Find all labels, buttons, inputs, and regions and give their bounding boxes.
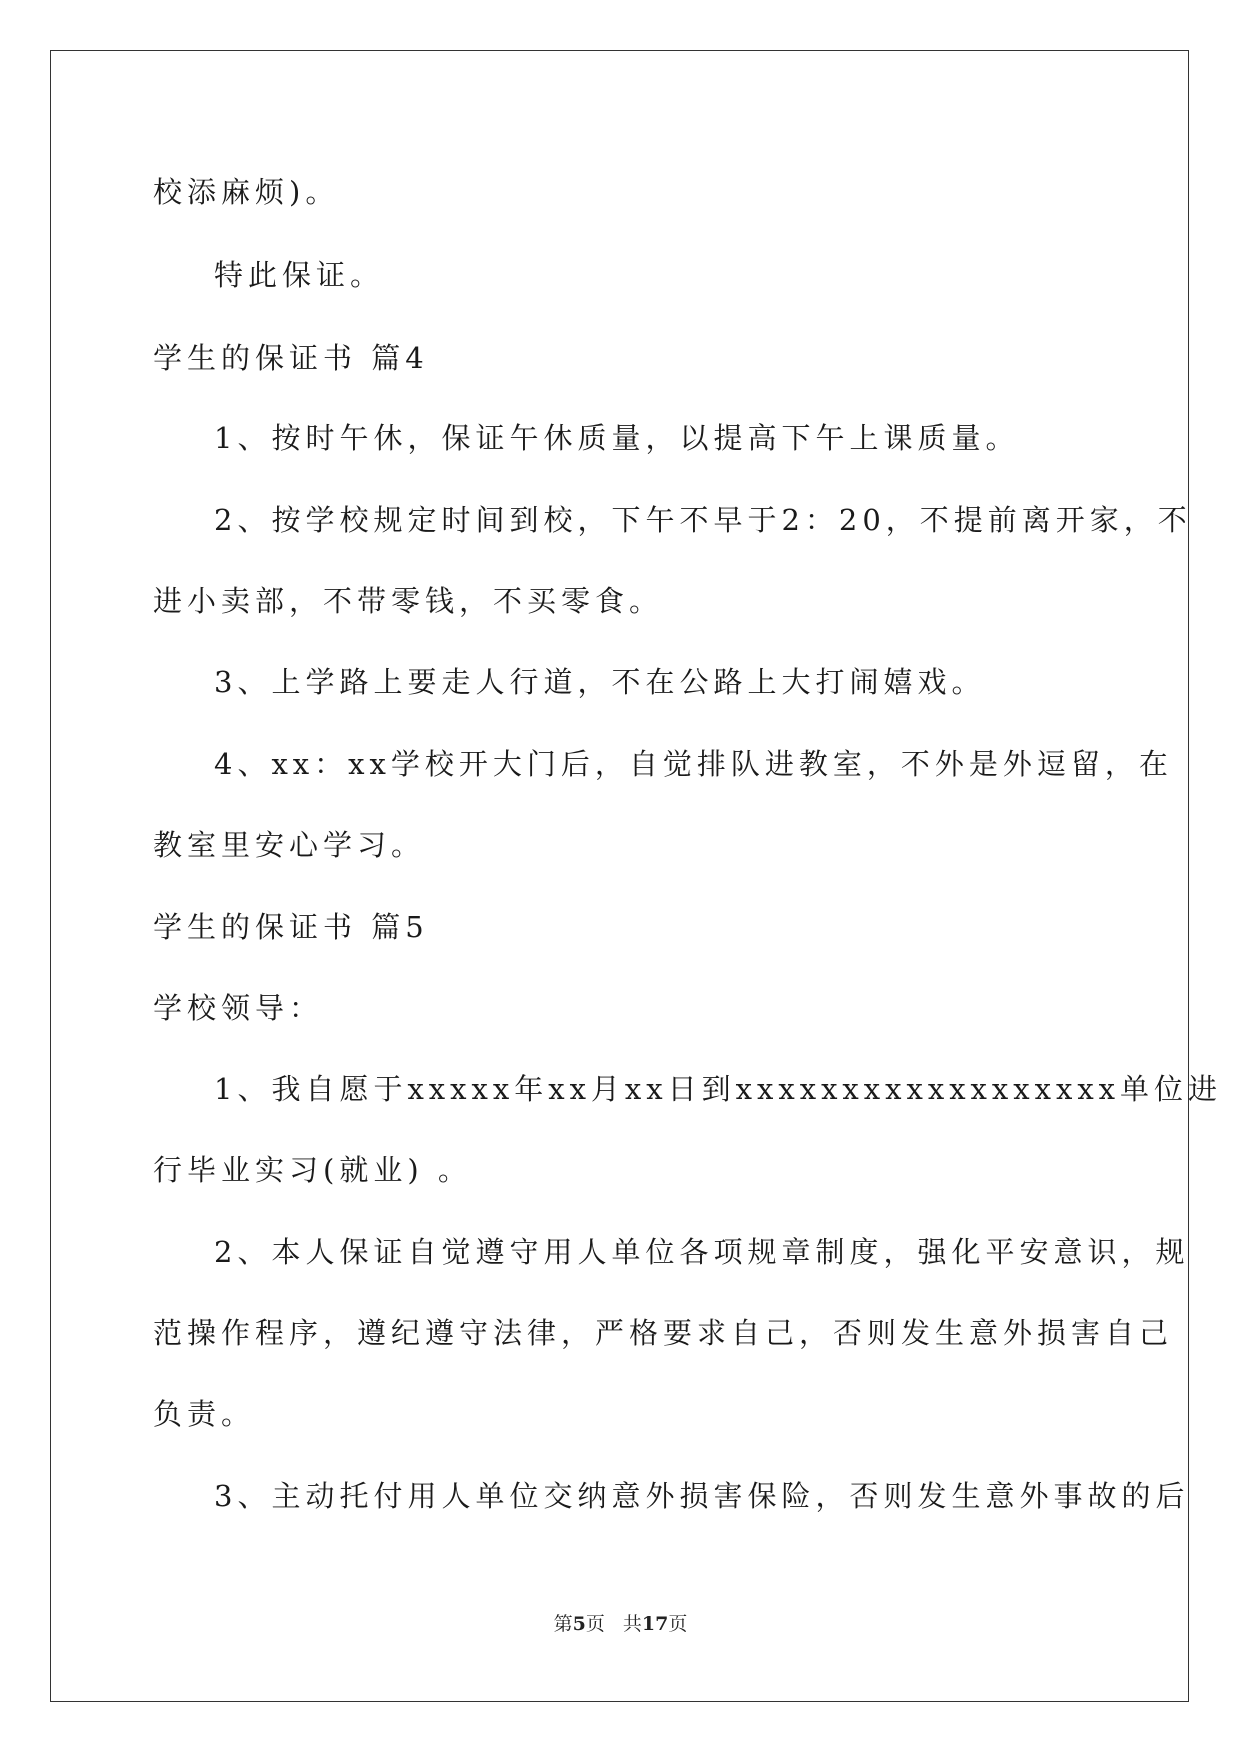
paragraph-line: 3、主动托付用人单位交纳意外损害保险，否则发生意外事故的后: [214, 1479, 1190, 1513]
page-footer: [0, 1612, 1241, 1636]
paragraph-line: 校添麻烦)。: [153, 175, 340, 209]
section-heading: 学生的保证书 篇5: [153, 910, 429, 944]
footer-total-prefix: 共: [622, 1613, 642, 1635]
paragraph-line: 1、我自愿于xxxxx年xx月xx日到xxxxxxxxxxxxxxxxxx单位进: [214, 1072, 1223, 1106]
paragraph-line: 范操作程序，遵纪遵守法律，严格要求自己，否则发生意外损害自己: [153, 1316, 1174, 1350]
paragraph-line: 4、xx：xx学校开大门后，自觉排队进教室，不外是外逗留，在: [214, 747, 1173, 781]
paragraph-line: 教室里安心学习。: [153, 828, 426, 862]
paragraph-line: 进小卖部，不带零钱，不买零食。: [153, 584, 664, 618]
page-frame: [50, 50, 1189, 1702]
section-heading: 学生的保证书 篇4: [153, 341, 429, 375]
footer-page-number: 5: [572, 1613, 586, 1635]
paragraph-line: 2、按学校规定时间到校，下午不早于2：20，不提前离开家，不: [214, 503, 1192, 537]
paragraph-line: 3、上学路上要走人行道，不在公路上大打闹嬉戏。: [214, 665, 986, 699]
salutation: 学校领导：: [153, 991, 324, 1025]
paragraph-line: 特此保证。: [214, 258, 385, 292]
footer-page-prefix: 第: [553, 1613, 573, 1635]
footer-total-suffix: 页: [668, 1613, 688, 1635]
footer-page-suffix: 页: [585, 1613, 605, 1635]
paragraph-line: 2、本人保证自觉遵守用人单位各项规章制度，强化平安意识，规: [214, 1235, 1190, 1269]
paragraph-line: 负责。: [153, 1397, 256, 1431]
paragraph-line: 1、按时午休，保证午休质量，以提高下午上课质量。: [214, 421, 1020, 455]
footer-total-pages: 17: [641, 1613, 669, 1635]
paragraph-line: 行毕业实习(就业) 。: [153, 1153, 472, 1187]
